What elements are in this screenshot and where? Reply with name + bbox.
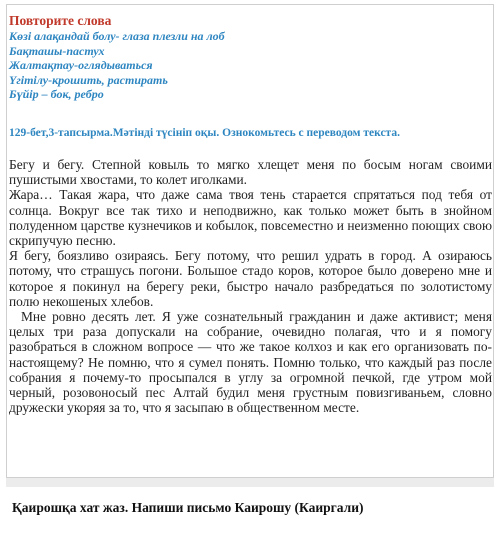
text-paragraph: Жара… Такая жара, что даже сама твоя тень старается спрятаться под тебя от солнца. Вокруг все так тихо и неподвижно, как только может быть в знойном полуденном царстве кузнечиков и кобылок, повсеместно и неизменно поющих свою скрипучую песню. (9, 187, 492, 249)
text-paragraph: Я бегу, боязливо озираясь. Бегу потому, что решил удрать в город. А озираюсь потому, что страшусь погони. Большое стадо коров, которое было доверено мне и которое я покинул на берегу реки, быстро начало разбредаться по золотистому полю некошеных хлебов. (9, 248, 492, 309)
vocabulary-block (9, 12, 489, 102)
letter-task: Қаирошқа хат жаз. Напиши письмо Каирошу (Каиргали) (12, 500, 364, 515)
vocabulary-item: Жалтақтау-оглядываться (9, 58, 153, 73)
text-paragraph: Бегу и бегу. Степной ковыль то мягко хлещет меня по босым ногам своими пушистыми хвостами, то колет иголками. (9, 157, 492, 188)
vocabulary-item: Бүйір – бок, ребро (9, 87, 104, 102)
reading-text (9, 157, 492, 415)
reading-task-heading: 129-бет,3-тапсырма.Мәтінді түсініп оқы. Ознокомьтесь с переводом текста. (9, 127, 400, 139)
text-paragraph: Мне ровно десять лет. Я уже сознательный гражданин и даже активист; меня целых три раза допускали на собрание, очевидно полагая, что и я помогу разобраться в сложном вопросе — что же такое колхоз и как его организовать по-настоящему? Не помню, что я сумел понять. Помню только, что каждый раз после собрания я почему-то просыпался в углу за огромной печкой, где утром мой черный, розовоносый пес Алтай будил меня грустным повизгиваньем, словно дружески укоряя за то, что я засыпаю в общественном месте. (9, 309, 492, 416)
vocabulary-item: Бақташы-пастух (9, 43, 105, 58)
vocabulary-item: Көзі алақандай болу- глаза плезли на лоб (9, 29, 225, 43)
vocabulary-title: Повторите слова (9, 13, 112, 28)
vocabulary-item: Үгітілу-крошить, растирать (9, 72, 168, 87)
divider-band (6, 478, 494, 487)
